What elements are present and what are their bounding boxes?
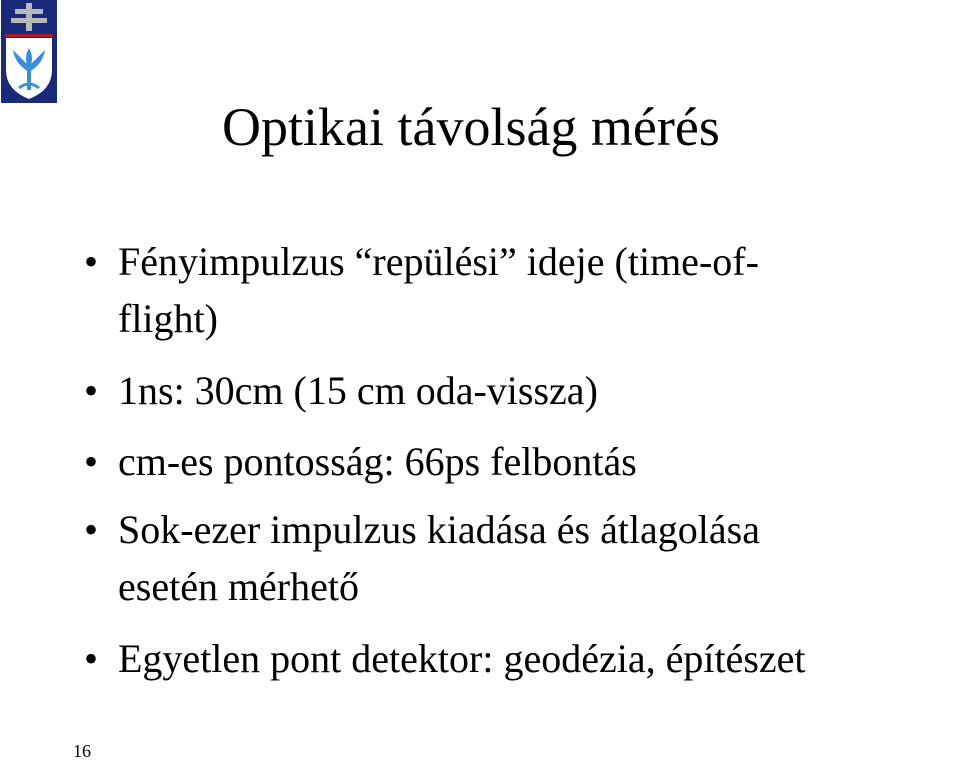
bullet-marker: • bbox=[84, 439, 99, 484]
bullet-marker: • bbox=[84, 368, 99, 413]
bullet-item: 1ns: 30cm (15 cm oda-vissza) bbox=[118, 368, 598, 413]
bullet-item-continuation: esetén mérhető bbox=[118, 564, 359, 609]
slide-title: Optikai távolság mérés bbox=[222, 97, 720, 157]
bullet-item: Fényimpulzus “repülési” ideje (time-of- bbox=[118, 239, 759, 284]
page-number: 16 bbox=[73, 741, 91, 761]
bullet-marker: • bbox=[84, 636, 99, 681]
bullet-item: cm-es pontosság: 66ps felbontás bbox=[118, 439, 637, 484]
bullet-item: Egyetlen pont detektor: geodézia, építészet bbox=[118, 636, 806, 681]
university-crest-icon bbox=[1, 0, 57, 103]
bullet-item: Sok-ezer impulzus kiadása és átlagolása bbox=[118, 507, 760, 552]
bullet-marker: • bbox=[84, 507, 99, 552]
bullet-item-continuation: flight) bbox=[118, 296, 218, 341]
bullet-marker: • bbox=[84, 239, 99, 284]
